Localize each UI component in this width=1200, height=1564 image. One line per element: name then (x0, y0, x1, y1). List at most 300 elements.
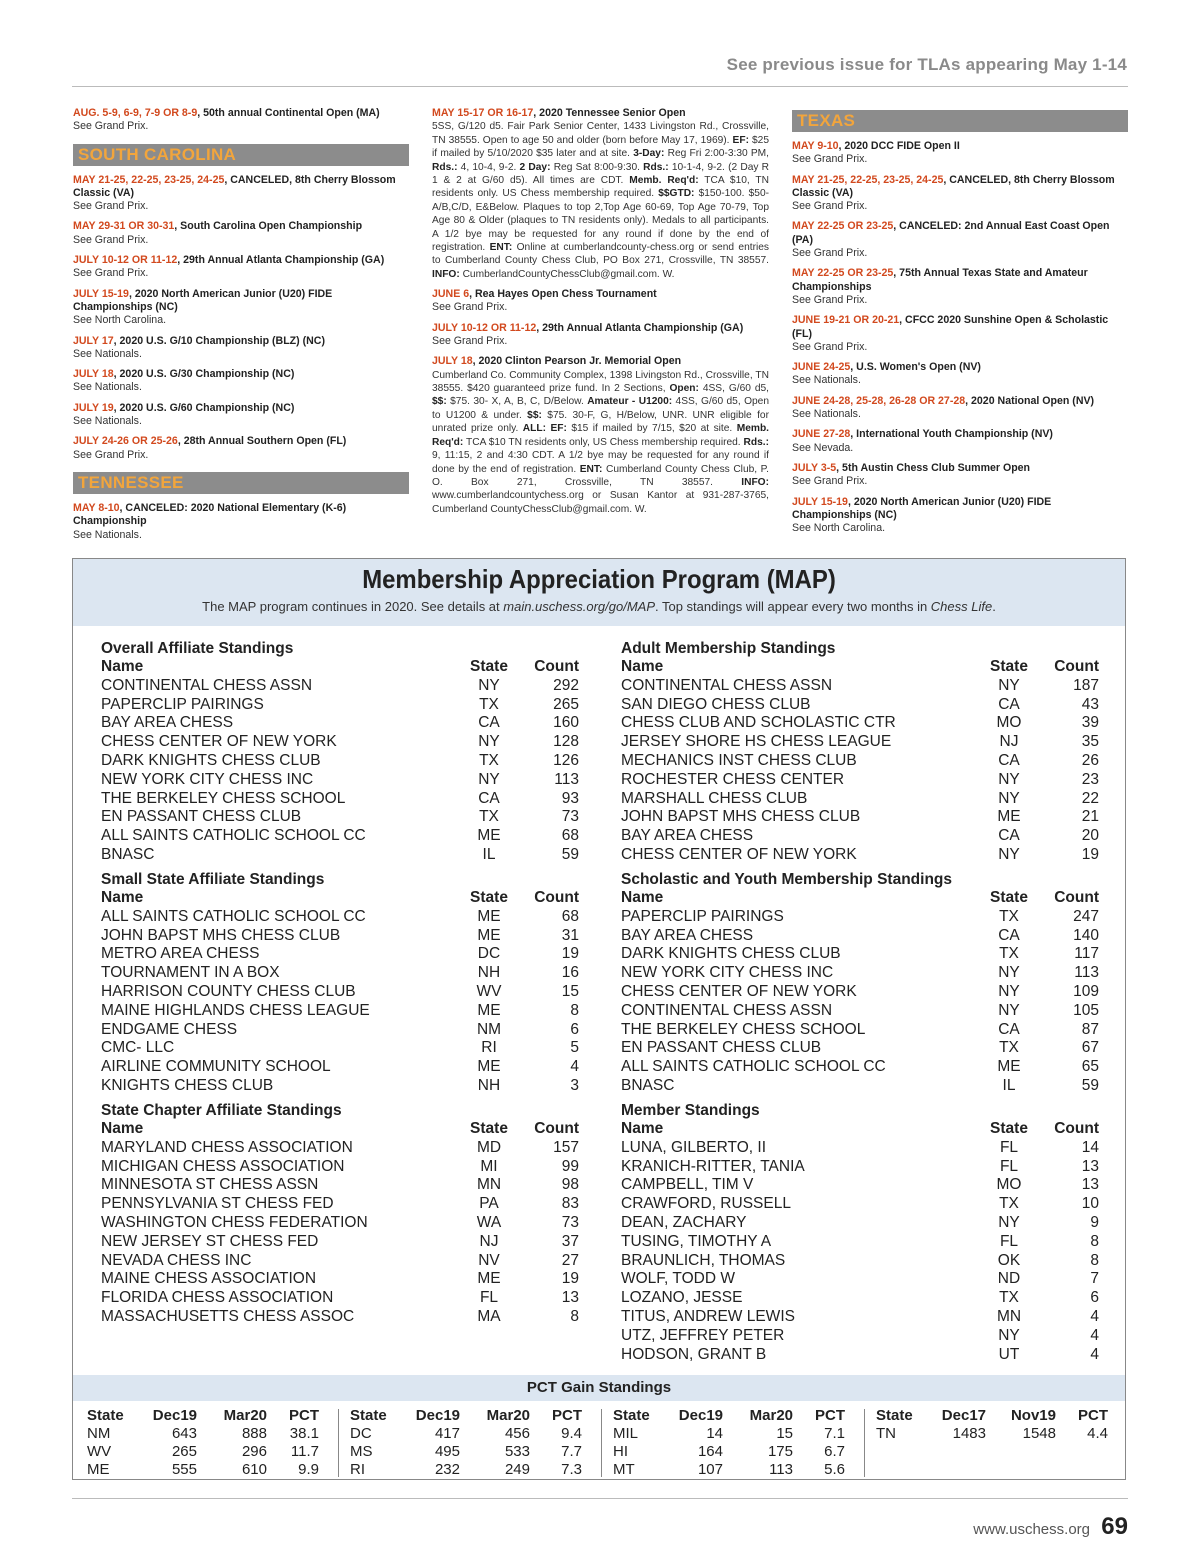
listing-entry (792, 220, 1128, 260)
pct-cell: 9.9 (298, 1461, 319, 1478)
listing-entry (792, 174, 1128, 214)
entry-see-ref: See North Carolina. (73, 314, 167, 327)
row-count: 73 (561, 1213, 579, 1231)
table-row (101, 677, 579, 696)
table-row (621, 1308, 1099, 1327)
pct-header-row (613, 1407, 845, 1425)
row-state: NV (478, 1251, 500, 1269)
row-count: 67 (1081, 1039, 1099, 1057)
pct-cell: 610 (241, 1461, 267, 1478)
pct-cell: 164 (697, 1443, 723, 1460)
row-count: 19 (1081, 845, 1099, 863)
row-name: CHESS CENTER OF NEW YORK (621, 982, 857, 1000)
entry-see-ref: See Grand Prix. (792, 200, 868, 213)
pct-cell: 417 (434, 1425, 460, 1442)
table-row (621, 945, 1099, 964)
row-count: 126 (553, 751, 579, 769)
table-row (621, 1139, 1099, 1158)
table-row (621, 1289, 1099, 1308)
table-row (101, 1002, 579, 1021)
entry-dates: MAY 8-10 (73, 501, 120, 514)
row-name: CRAWFORD, RUSSELL (621, 1195, 791, 1213)
row-count: 113 (554, 770, 579, 788)
entry-dates: MAY 21-25, 22-25, 23-25, 24-25 (73, 173, 225, 186)
row-count: 68 (561, 907, 579, 925)
listing-entry (792, 395, 1128, 422)
table-row (621, 677, 1099, 696)
entry-see-ref: See Nationals. (792, 374, 861, 387)
row-name: BAY AREA CHESS (101, 714, 234, 732)
listing-entry (73, 288, 409, 328)
table-row (621, 1039, 1099, 1058)
standings-header-row (621, 1120, 1099, 1139)
pct-cell: ME (87, 1461, 110, 1478)
row-state: NY (998, 1326, 1020, 1344)
row-name: EN PASSANT CHESS CLUB (621, 1039, 822, 1057)
listing-entry (792, 140, 1128, 167)
table-row (101, 964, 579, 983)
table-row (613, 1461, 845, 1479)
pct-cell: 555 (171, 1461, 197, 1478)
pct-cell: 232 (434, 1461, 460, 1478)
table-row (101, 771, 579, 790)
pct-cell: 14 (706, 1425, 723, 1442)
listing-column-2 (432, 107, 769, 523)
row-name: KNIGHTS CHESS CLUB (101, 1076, 274, 1094)
row-state: MN (476, 1176, 502, 1194)
standings-header-row (621, 889, 1099, 908)
listing-column-3 (792, 107, 1128, 542)
table-row (101, 1158, 579, 1177)
row-state: CA (998, 827, 1020, 845)
pct-divider-line (338, 1409, 339, 1477)
standings-header-row (621, 658, 1099, 677)
map-subtitle (73, 599, 1125, 614)
pct-cell: MT (613, 1461, 635, 1478)
pct-column-header: Dec19 (152, 1407, 197, 1424)
row-name: MARSHALL CHESS CLUB (621, 789, 808, 807)
table-row (621, 908, 1099, 927)
row-state: MO (996, 1176, 1022, 1194)
column-header-state: State (990, 889, 1028, 906)
pct-column-header: Mar20 (749, 1407, 793, 1424)
row-name: THE BERKELEY CHESS SCHOOL (621, 1020, 866, 1038)
table-row (621, 1158, 1099, 1177)
entry-see-ref: See Nevada. (792, 441, 854, 454)
row-state: MD (476, 1138, 502, 1156)
column-header-count: Count (534, 658, 579, 675)
row-name: ALL SAINTS CATHOLIC SCHOOL CC (101, 907, 366, 925)
row-count: 19 (561, 945, 579, 963)
row-count: 4 (1090, 1307, 1099, 1325)
row-count: 19 (561, 1270, 579, 1288)
listing-entry (792, 267, 1128, 307)
row-count: 22 (1081, 789, 1099, 807)
row-name: JOHN BAPST MHS CHESS CLUB (101, 926, 341, 944)
row-name: MECHANICS INST CHESS CLUB (621, 751, 857, 769)
row-name: MARYLAND CHESS ASSOCIATION (101, 1138, 353, 1156)
pct-cell: 15 (776, 1425, 793, 1442)
standings-header-row (101, 889, 579, 908)
table-row (101, 696, 579, 715)
pct-cell: 249 (504, 1461, 530, 1478)
row-state: FL (999, 1138, 1019, 1156)
row-state: MO (996, 714, 1022, 732)
row-name: MINNESOTA ST CHESS ASSN (101, 1176, 319, 1194)
table-row (621, 696, 1099, 715)
standings-title: Overall Affiliate Standings (101, 640, 294, 657)
entry-title: , CFCC 2020 Sunshine Open & Scholastic (FL) (792, 314, 1109, 340)
map-box (72, 558, 1126, 1480)
column-header-state: State (470, 658, 508, 675)
pct-cell: 495 (434, 1443, 460, 1460)
row-name: HODSON, GRANT B (621, 1345, 767, 1363)
row-count: 160 (553, 714, 579, 732)
pct-cell: 1483 (952, 1425, 986, 1442)
table-row (621, 1195, 1099, 1214)
table-row (101, 945, 579, 964)
standings-table (101, 1101, 579, 1327)
map-link[interactable]: main.uschess.org/go/MAP (503, 599, 655, 614)
entry-title: , CANCELED: 2nd Annual East Coast Open (PA) (792, 220, 1110, 246)
table-row (101, 1039, 579, 1058)
pct-divider-line (601, 1409, 602, 1477)
pct-cell: 11.7 (290, 1443, 319, 1460)
row-name: ROCHESTER CHESS CENTER (621, 770, 845, 788)
pct-column-header: PCT (815, 1407, 845, 1424)
row-count: 6 (570, 1020, 579, 1038)
entry-dates: JULY 10-12 OR 11-12 (73, 254, 178, 267)
entry-see-ref: See Nationals. (792, 408, 861, 421)
entry-details: Cumberland Co. Community Complex, 1398 Livingston Rd., Crossville, TN 38555. $420 guaranteed prize fund. In 2 Sections, Open: 4SS, G/60 d5, $$: $75. 30- X, A, B, C, D/Below. Amateur - U1200: 4SS, G/60 d5, Open to U1200 & under. $$: $75. 30-F, G, H/Below, UNR. UNR eligible for unrated prize only. ALL: EF: $15 if mailed by 7/15, $20 at site. Memb. Req'd: TCA $10 TN residents only, US Chess membership required. Rds.: 9, 11:15, 2 and 4:30 CDT. A 1/2 bye may be requested for any round if done by the end of registration. ENT: Cumberland County Chess Club, P. O. Box 271, Crossville, TN 38557. INFO: www.cumberlandcountychess.org or Susan Kantor at 931-287-3765, Cumberland CountyChessClub@gmail.com. W. (432, 369, 769, 515)
entry-title: , 2020 Clinton Pearson Jr. Memorial Open (472, 355, 682, 368)
entry-title: , Rea Hayes Open Chess Tournament (469, 288, 657, 301)
row-state: FL (999, 1157, 1019, 1175)
pct-header-row (350, 1407, 582, 1425)
row-name: AIRLINE COMMUNITY SCHOOL (101, 1058, 331, 1076)
row-count: 247 (1073, 907, 1099, 925)
row-count: 128 (553, 733, 579, 751)
listing-entry (432, 288, 769, 315)
row-name: CAMPBELL, TIM V (621, 1176, 754, 1194)
row-state: NM (476, 1020, 502, 1038)
pct-header-row (87, 1407, 319, 1425)
listing-column-1 (73, 107, 409, 549)
table-row (101, 1270, 579, 1289)
row-name: ENDGAME CHESS (101, 1020, 238, 1038)
table-row (101, 983, 579, 1002)
entry-dates: MAY 15-17 OR 16-17 (432, 107, 534, 119)
row-name: LOZANO, JESSE (621, 1289, 743, 1307)
row-state: RI (481, 1039, 497, 1057)
row-state: NJ (999, 733, 1019, 751)
row-state: NY (478, 770, 500, 788)
standings-table (621, 870, 1099, 1096)
row-state: ME (477, 907, 501, 925)
table-row (613, 1443, 845, 1461)
standings-table (621, 1101, 1099, 1364)
footer-url[interactable]: www.uschess.org (973, 1521, 1090, 1538)
entry-title: , 29th Annual Atlanta Championship (GA) (177, 254, 385, 267)
entry-see-ref: See North Carolina. (792, 522, 886, 535)
row-state: NY (998, 964, 1020, 982)
column-header-count: Count (1054, 1120, 1099, 1137)
listing-entry (792, 462, 1128, 489)
table-row (101, 1308, 579, 1327)
table-row (350, 1461, 582, 1479)
pct-header-row (876, 1407, 1108, 1425)
row-state: CA (998, 926, 1020, 944)
row-count: 15 (561, 982, 579, 1000)
entry-see-ref: See Grand Prix. (792, 153, 868, 166)
row-count: 13 (561, 1289, 579, 1307)
standings-title: State Chapter Affiliate Standings (101, 1102, 342, 1119)
entry-dates: MAY 21-25, 22-25, 23-25, 24-25 (792, 173, 944, 186)
column-header-count: Count (1054, 658, 1099, 675)
row-count: 37 (561, 1232, 579, 1250)
entry-see-ref: See Nationals. (73, 528, 142, 541)
row-state: NY (998, 845, 1020, 863)
entry-dates: JULY 17 (73, 334, 114, 347)
table-row (621, 827, 1099, 846)
column-header-name: Name (101, 658, 144, 675)
row-count: 21 (1081, 808, 1099, 826)
entry-see-ref: See Grand Prix. (73, 448, 149, 461)
standings-table (621, 639, 1099, 865)
row-count: 39 (1081, 714, 1099, 732)
pct-column-header: State (87, 1407, 124, 1424)
pct-cell: 38.1 (289, 1425, 319, 1442)
row-state: ME (997, 808, 1021, 826)
standings-table (101, 639, 579, 865)
row-state: IL (482, 845, 496, 863)
row-name: CMC- LLC (101, 1039, 175, 1057)
row-count: 9 (1090, 1213, 1099, 1231)
entry-see-ref: See Grand Prix. (792, 293, 868, 306)
row-count: 99 (561, 1157, 579, 1175)
row-state: CA (998, 1020, 1020, 1038)
pct-column-header: Nov19 (1010, 1407, 1056, 1424)
row-count: 87 (1081, 1020, 1099, 1038)
entry-dates: JULY 24-26 OR 25-26 (73, 435, 178, 448)
row-count: 7 (1090, 1270, 1099, 1288)
table-row (621, 1176, 1099, 1195)
row-count: 13 (1081, 1157, 1099, 1175)
pct-cell: 5.6 (824, 1461, 845, 1478)
row-name: DARK KNIGHTS CHESS CLUB (621, 945, 841, 963)
pct-cell: 456 (504, 1425, 530, 1442)
entry-dates: JUNE 6 (432, 288, 470, 301)
pct-column-header: PCT (552, 1407, 582, 1424)
table-row (101, 1139, 579, 1158)
table-row (101, 714, 579, 733)
entry-title: , 2020 North American Junior (U20) FIDE Championships (NC) (73, 287, 333, 313)
row-state: TX (479, 808, 499, 826)
table-row (621, 714, 1099, 733)
row-name: UTZ, JEFFREY PETER (621, 1326, 785, 1344)
pct-column-header: State (613, 1407, 650, 1424)
row-name: WASHINGTON CHESS FEDERATION (101, 1213, 368, 1231)
top-divider (72, 86, 1128, 87)
row-state: NY (998, 770, 1020, 788)
row-state: PA (479, 1195, 499, 1213)
table-row (101, 1021, 579, 1040)
pct-cell: 6.7 (824, 1443, 845, 1460)
pct-cell: 107 (697, 1461, 723, 1478)
entry-dates: MAY 22-25 OR 23-25 (792, 267, 894, 280)
row-count: 65 (1081, 1058, 1099, 1076)
table-row (101, 1289, 579, 1308)
row-count: 157 (553, 1138, 579, 1156)
row-count: 292 (553, 676, 579, 694)
row-state: ME (477, 1270, 501, 1288)
table-row (621, 1002, 1099, 1021)
row-count: 13 (1081, 1176, 1099, 1194)
row-name: PENNSYLVANIA ST CHESS FED (101, 1195, 334, 1213)
row-state: ME (477, 827, 501, 845)
pct-cell: HI (613, 1443, 628, 1460)
state-heading: SOUTH CAROLINA (73, 144, 409, 166)
row-count: 265 (553, 695, 579, 713)
column-header-name: Name (621, 1120, 664, 1137)
table-row (101, 1214, 579, 1233)
pct-cell: 175 (767, 1443, 793, 1460)
listing-entry (432, 322, 769, 349)
entry-title: , 2020 DCC FIDE Open II (838, 140, 960, 152)
row-name: MASSACHUSETTS CHESS ASSOC (101, 1307, 355, 1325)
table-row (621, 983, 1099, 1002)
pct-column-header: PCT (289, 1407, 319, 1424)
table-row (101, 808, 579, 827)
table-row (101, 846, 579, 865)
entry-see-ref: See Grand Prix. (73, 267, 149, 280)
entry-dates: JULY 10-12 OR 11-12 (432, 321, 537, 334)
row-count: 83 (561, 1195, 579, 1213)
pct-cell: 7.7 (561, 1443, 582, 1460)
row-name: FLORIDA CHESS ASSOCIATION (101, 1289, 334, 1307)
row-state: NJ (479, 1232, 499, 1250)
pct-cell: 296 (241, 1443, 267, 1460)
state-heading: TEXAS (792, 110, 1128, 132)
standings-title: Member Standings (621, 1102, 760, 1119)
table-row (621, 1252, 1099, 1271)
row-count: 73 (561, 808, 579, 826)
row-count: 3 (570, 1076, 579, 1094)
table-row (621, 790, 1099, 809)
table-row (101, 1233, 579, 1252)
entry-title: , 2020 National Open (NV) (965, 394, 1095, 407)
row-count: 98 (561, 1176, 579, 1194)
table-row (621, 964, 1099, 983)
row-state: TX (999, 1039, 1019, 1057)
standings-title: Small State Affiliate Standings (101, 871, 325, 888)
table-row (350, 1425, 582, 1443)
entry-see-ref: See Grand Prix. (792, 475, 868, 488)
row-name: LUNA, GILBERTO, II (621, 1138, 767, 1156)
bottom-divider (72, 1498, 1128, 1499)
table-row (101, 827, 579, 846)
pct-divider-line (864, 1409, 865, 1477)
row-count: 140 (1073, 926, 1099, 944)
row-state: NY (998, 1001, 1020, 1019)
row-state: CA (478, 789, 500, 807)
pct-gain-title: PCT Gain Standings (73, 1375, 1125, 1401)
table-row (621, 771, 1099, 790)
pct-gain-table (350, 1407, 582, 1479)
listing-entry (73, 174, 409, 214)
pct-cell: 113 (769, 1461, 793, 1478)
row-state: FL (999, 1232, 1019, 1250)
row-name: NEW YORK CITY CHESS INC (621, 964, 834, 982)
row-count: 8 (570, 1307, 579, 1325)
pct-cell: 7.3 (561, 1461, 582, 1478)
entry-dates: JULY 3-5 (792, 461, 837, 474)
row-name: CONTINENTAL CHESS ASSN (621, 676, 833, 694)
standings-title: Scholastic and Youth Membership Standings (621, 871, 953, 888)
entry-dates: JULY 19 (73, 401, 114, 414)
row-name: BNASC (621, 1076, 675, 1094)
row-name: BNASC (101, 845, 155, 863)
entry-title: , U.S. Women's Open (NV) (850, 361, 981, 374)
row-name: PAPERCLIP PAIRINGS (101, 695, 264, 713)
row-state: TX (479, 751, 499, 769)
row-name: MAINE HIGHLANDS CHESS LEAGUE (101, 1001, 370, 1019)
row-name: HARRISON COUNTY CHESS CLUB (101, 982, 356, 1000)
pct-column-header: Dec19 (678, 1407, 723, 1424)
row-name: CHESS CENTER OF NEW YORK (101, 733, 337, 751)
table-row (876, 1425, 1108, 1443)
row-state: NY (998, 1213, 1020, 1231)
row-count: 68 (561, 827, 579, 845)
row-name: KRANICH-RITTER, TANIA (621, 1157, 805, 1175)
entry-see-ref: See Grand Prix. (432, 301, 508, 314)
entry-title: , CANCELED, 8th Cherry Blossom Classic (VA) (73, 173, 396, 199)
standings-title: Adult Membership Standings (621, 640, 836, 657)
standings-header-row (101, 658, 579, 677)
listing-entry (792, 314, 1128, 354)
row-count: 43 (1081, 695, 1099, 713)
row-name: CHESS CLUB AND SCHOLASTIC CTR (621, 714, 896, 732)
pct-column-header: PCT (1078, 1407, 1108, 1424)
entry-title: , 2020 U.S. G/60 Championship (NC) (113, 401, 295, 414)
entry-title: , 2020 Tennessee Senior Open (533, 107, 686, 119)
entry-dates: JULY 15-19 (792, 495, 848, 508)
state-heading: TENNESSEE (73, 472, 409, 494)
entry-title: , 29th Annual Atlanta Championship (GA) (536, 321, 744, 334)
entry-see-ref: See Nationals. (73, 347, 142, 360)
entry-dates: AUG. 5-9, 6-9, 7-9 OR 8-9 (73, 107, 198, 119)
row-count: 6 (1090, 1289, 1099, 1307)
entry-title: , South Carolina Open Championship (174, 220, 363, 233)
listing-entry (73, 435, 409, 462)
table-row (87, 1425, 319, 1443)
table-row (101, 927, 579, 946)
table-row (621, 1233, 1099, 1252)
row-count: 14 (1081, 1138, 1099, 1156)
row-name: CONTINENTAL CHESS ASSN (101, 676, 313, 694)
row-state: TX (999, 1289, 1019, 1307)
table-row (101, 1176, 579, 1195)
table-row (621, 1021, 1099, 1040)
entry-title: , 2020 U.S. G/30 Championship (NC) (113, 368, 295, 381)
entry-see-ref: See Grand Prix. (73, 120, 149, 133)
pct-cell: 888 (241, 1425, 267, 1442)
entry-dates: JULY 18 (432, 355, 473, 368)
listing-entry (73, 254, 409, 281)
table-row (621, 1327, 1099, 1346)
listing-entry (73, 368, 409, 395)
row-count: 5 (570, 1039, 579, 1057)
